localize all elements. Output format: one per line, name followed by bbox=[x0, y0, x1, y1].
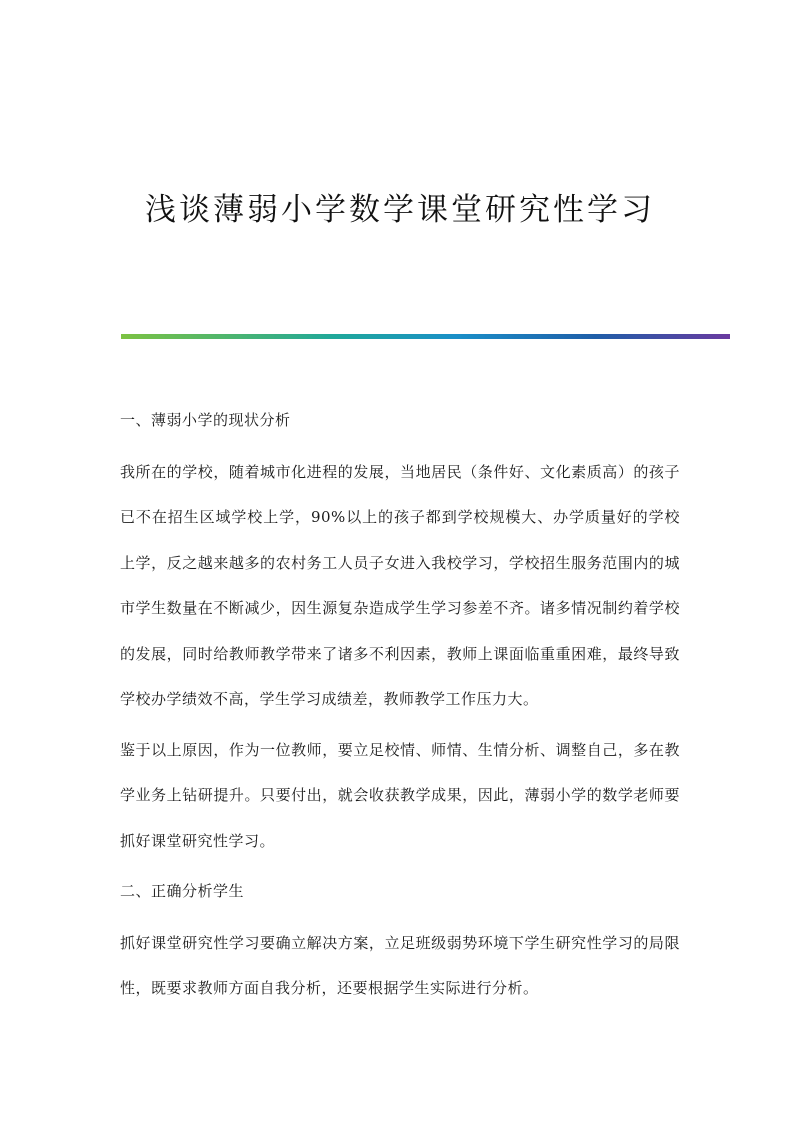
paragraph-2: 鉴于以上原因，作为一位教师，要立足校情、师情、生情分析、调整自己，多在教学业务上钻研提升。只要付出，就会收获教学成果，因此，薄弱小学的数学老师要抓好课堂研究性学习。 bbox=[120, 740, 680, 850]
section-heading-1: 一、薄弱小学的现状分析 bbox=[120, 411, 291, 429]
paragraph-1: 我所在的学校，随着城市化进程的发展，当地居民（条件好、文化素质高）的孩子已不在招生区域学校上学，90%以上的孩子都到学校规模大、办学质量好的学校上学，反之越来越多的农村务工人员子女进入我校学习，学校招生服务范围内的城市学生数量在不断减少，因生源复杂造成学生学习参差不齐。诸多情况制约着学校的发展，同时给教师教学带来了诸多不利因素，教师上课面临重重困难，最终导致学校办学绩效不高，学生学习成绩差，教师教学工作压力大。 bbox=[120, 462, 680, 708]
paragraph-3: 抓好课堂研究性学习要确立解决方案，立足班级弱势环境下学生研究性学习的局限性，既要求教师方面自我分析，还要根据学生实际进行分析。 bbox=[120, 933, 680, 997]
title-divider bbox=[121, 334, 730, 339]
section-heading-2: 二、正确分析学生 bbox=[120, 882, 245, 900]
document-body bbox=[120, 398, 680, 1017]
document-title: 浅谈薄弱小学数学课堂研究性学习 bbox=[145, 192, 655, 228]
